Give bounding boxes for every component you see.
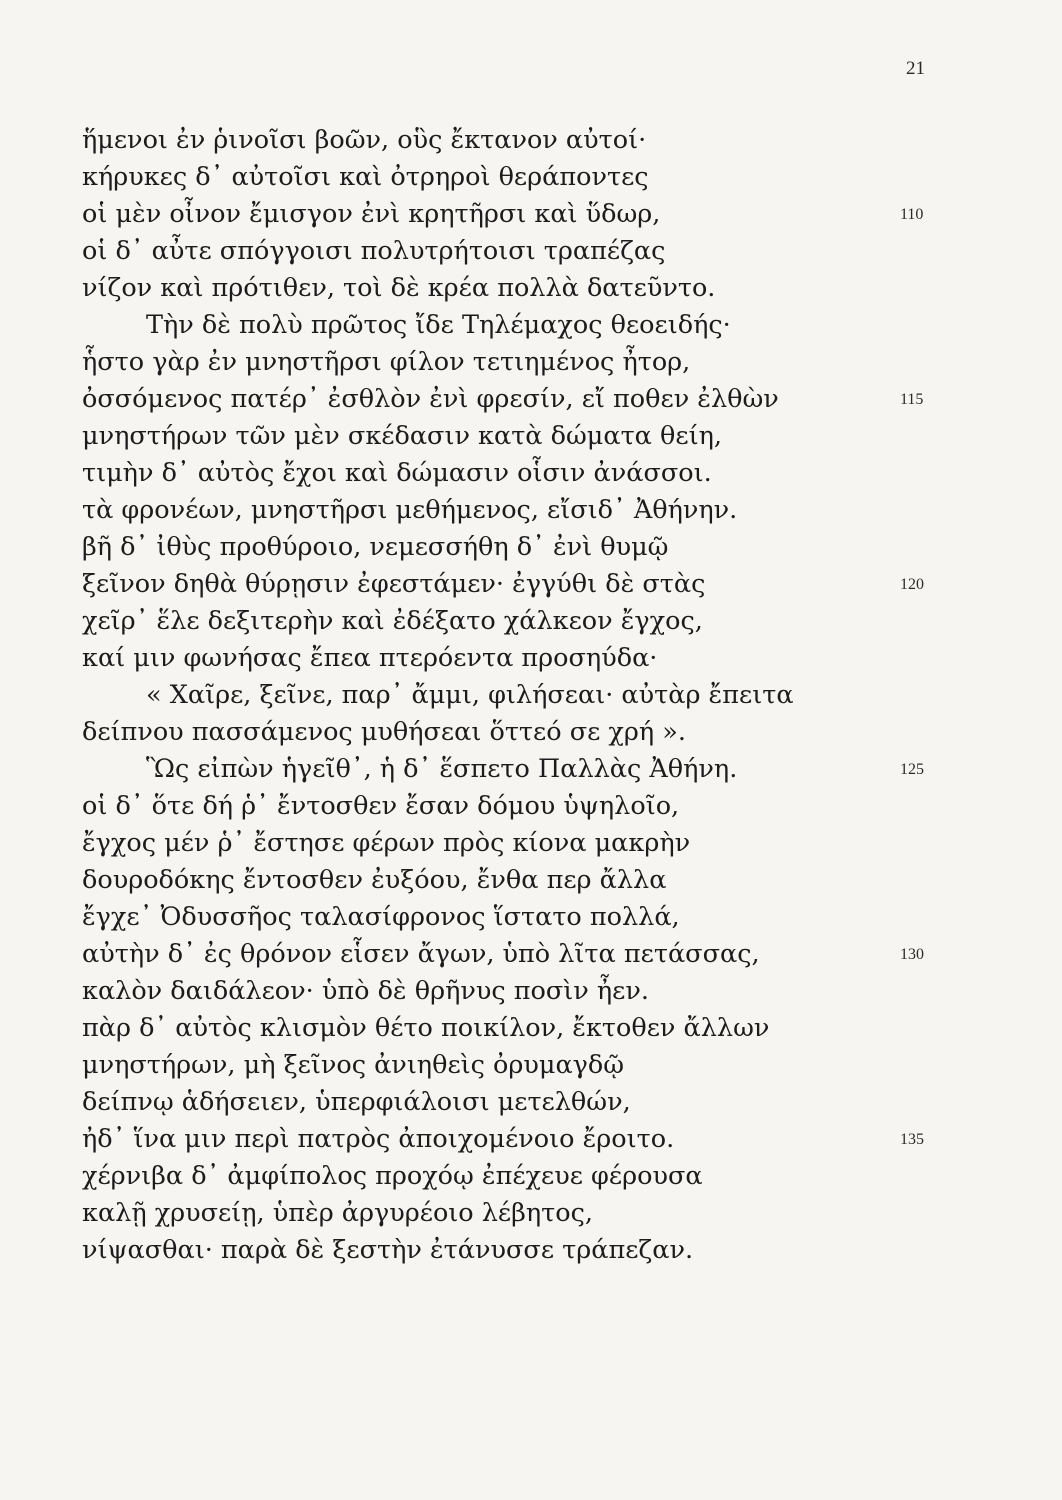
verse-text: νίψασθαι· παρὰ δὲ ξεστὴν ἐτάνυσσε τράπεζαν. (82, 1235, 694, 1265)
verse-text: καλῇ χρυσείῃ, ὑπὲρ ἀργυρέοιο λέβητος, (82, 1198, 593, 1228)
line-number: 130 (900, 946, 924, 963)
verse-line (82, 566, 982, 603)
verse-text: ἔγχε᾽ Ὀδυσσῆος ταλασίφρονος ἵστατο πολλά, (82, 902, 680, 932)
verse-line (82, 455, 982, 492)
verse-text: βῆ δ᾽ ἰθὺς προθύροιο, νεμεσσήθη δ᾽ ἐνὶ θυμῷ (82, 532, 669, 562)
verse-line (82, 1232, 982, 1269)
verse-text: νίζον καὶ πρότιθεν, τοὶ δὲ κρέα πολλὰ δατεῦντο. (82, 273, 716, 303)
verse-line (82, 1084, 982, 1121)
verse-text: καλὸν δαιδάλεον· ὑπὸ δὲ θρῆνυς ποσὶν ἦεν. (82, 976, 649, 1006)
verse-text: δουροδόκης ἔντοσθεν ἐυξόου, ἔνθα περ ἄλλα (82, 865, 667, 895)
line-number: 135 (900, 1131, 924, 1148)
line-number: 120 (900, 576, 924, 593)
verse-text: δείπνῳ ἁδήσειεν, ὑπερφιάλοισι μετελθών, (82, 1087, 631, 1117)
verse-text: τιμὴν δ᾽ αὐτὸς ἔχοι καὶ δώμασιν οἷσιν ἀνάσσοι. (82, 458, 712, 488)
verse-text: « Χαῖρε, ξεῖνε, παρ᾽ ἄμμι, φιλήσεαι· αὐτὰρ ἔπειτα (146, 680, 794, 710)
verse-line (82, 862, 982, 899)
verse-line (82, 751, 982, 788)
verse-text: ἔγχος μέν ῥ᾽ ἔστησε φέρων πρὸς κίονα μακρὴν (82, 828, 691, 858)
verse-text: χεῖρ᾽ ἕλε δεξιτερὴν καὶ ἐδέξατο χάλκεον ἔγχος, (82, 606, 703, 636)
verse-text: οἱ δ᾽ ὅτε δή ῥ᾽ ἔντοσθεν ἔσαν δόμου ὑψηλοῖο, (82, 791, 680, 821)
verse-text: μνηστήρων τῶν μὲν σκέδασιν κατὰ δώματα θείη, (82, 421, 722, 451)
verse-line (82, 381, 982, 418)
verse-text: ξεῖνον δηθὰ θύρῃσιν ἐφεστάμεν· ἐγγύθι δὲ στὰς (82, 569, 706, 599)
verse-text: οἱ μὲν οἶνον ἔμισγον ἐνὶ κρητῆρσι καὶ ὕδωρ, (82, 199, 661, 229)
verse-text: Ὣς εἰπὼν ἡγεῖθ᾽, ἡ δ᾽ ἕσπετο Παλλὰς Ἀθήνη. (146, 754, 738, 784)
verse-line (82, 492, 982, 529)
page-number: 21 (906, 58, 925, 79)
verse-line (82, 529, 982, 566)
verse-line (82, 1195, 982, 1232)
verse-line (82, 899, 982, 936)
verse-text: δείπνου πασσάμενος μυθήσεαι ὅττεό σε χρή ». (82, 717, 686, 747)
verse-line (82, 1010, 982, 1047)
verse-text: Τὴν δὲ πολὺ πρῶτος ἴδε Τηλέμαχος θεοειδής· (146, 310, 731, 340)
verse-line (82, 973, 982, 1010)
verse-line (82, 418, 982, 455)
verse-line (82, 1121, 982, 1158)
verse-text: κήρυκες δ᾽ αὐτοῖσι καὶ ὀτρηροὶ θεράποντες (82, 162, 649, 192)
verse-text: αὐτὴν δ᾽ ἐς θρόνον εἷσεν ἄγων, ὑπὸ λῖτα πετάσσας, (82, 939, 760, 969)
verse-line (82, 307, 982, 344)
verse-text: ἠδ᾽ ἵνα μιν περὶ πατρὸς ἀποιχομένοιο ἔροιτο. (82, 1124, 675, 1154)
verse-line (82, 714, 982, 751)
verse-line (82, 270, 982, 307)
verse-text: μνηστήρων, μὴ ξεῖνος ἀνιηθεὶς ὀρυμαγδῷ (82, 1050, 625, 1080)
verse-text: πὰρ δ᾽ αὐτὸς κλισμὸν θέτο ποικίλον, ἔκτοθεν ἄλλων (82, 1013, 770, 1043)
line-number: 115 (900, 391, 924, 408)
verse-line (82, 936, 982, 973)
verse-text: καί μιν φωνήσας ἔπεα πτερόεντα προσηύδα· (82, 643, 658, 673)
verse-line (82, 344, 982, 381)
verse-block (82, 122, 982, 1269)
verse-text: ἥμενοι ἐν ῥινοῖσι βοῶν, οὓς ἔκτανον αὐτοί· (82, 125, 647, 155)
verse-line (82, 603, 982, 640)
verse-line (82, 1047, 982, 1084)
verse-line (82, 640, 982, 677)
line-number: 110 (900, 206, 924, 223)
verse-line (82, 825, 982, 862)
verse-text: ὀσσόμενος πατέρ᾽ ἐσθλὸν ἐνὶ φρεσίν, εἴ ποθεν ἐλθὼν (82, 384, 779, 414)
verse-line (82, 1158, 982, 1195)
verse-line (82, 122, 982, 159)
verse-line (82, 196, 982, 233)
verse-line (82, 159, 982, 196)
verse-line (82, 677, 982, 714)
verse-line (82, 233, 982, 270)
verse-text: ἧστο γὰρ ἐν μνηστῆρσι φίλον τετιημένος ἦτορ, (82, 347, 691, 377)
verse-text: οἱ δ᾽ αὖτε σπόγγοισι πολυτρήτοισι τραπέζας (82, 236, 666, 266)
verse-line (82, 788, 982, 825)
verse-text: χέρνιβα δ᾽ ἀμφίπολος προχόῳ ἐπέχευε φέρουσα (82, 1161, 703, 1191)
verse-text: τὰ φρονέων, μνηστῆρσι μεθήμενος, εἴσιδ᾽ Ἀθήνην. (82, 495, 738, 525)
line-number: 125 (900, 761, 924, 778)
